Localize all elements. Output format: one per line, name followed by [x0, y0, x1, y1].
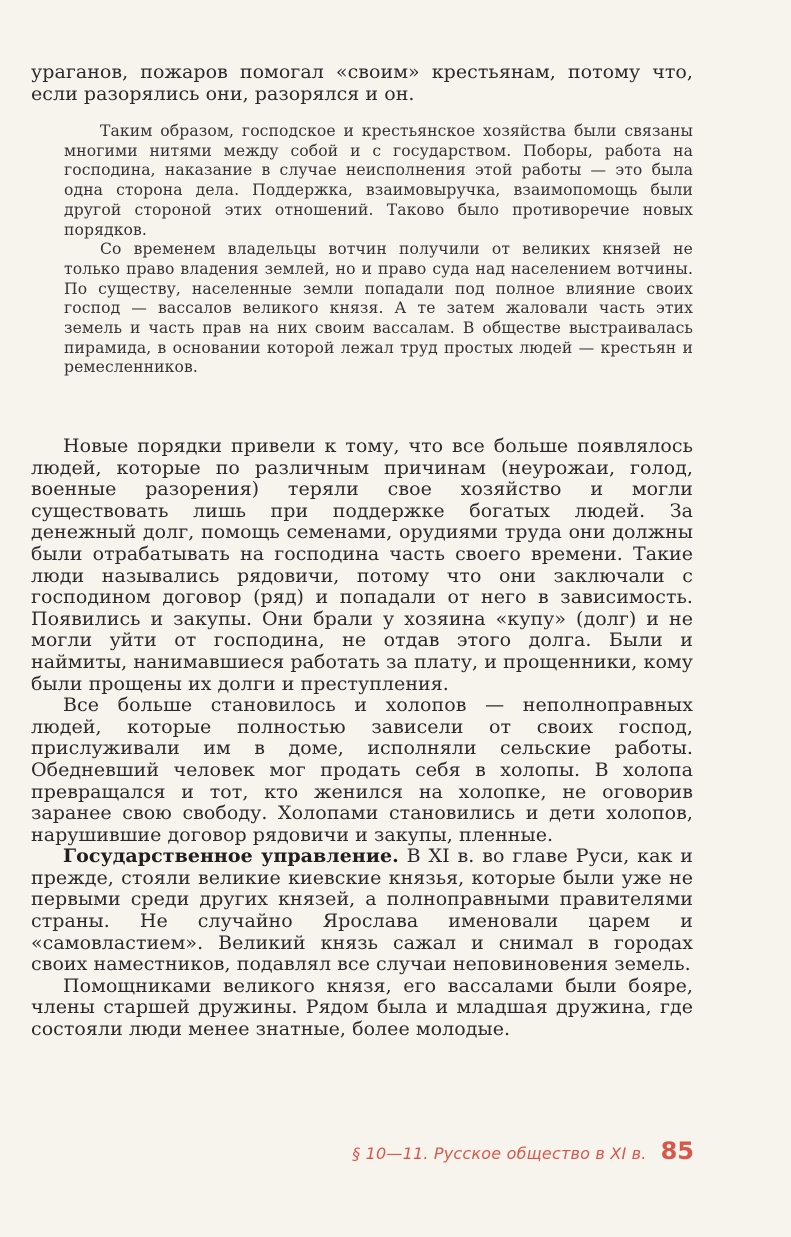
- page-number: 85: [660, 1137, 694, 1165]
- continued-paragraph-block: [31, 62, 693, 105]
- paragraph-new-orders: Новые порядки привели к тому, что все больше появлялось людей, которые по различным причинам (неурожаи, голод, военные разорения) теряли свое хозяйство и могли существовать лишь при поддержке богатых людей. За денежный долг, помощь семенами, орудиями труда они должны были отрабатывать на господина часть своего времени. Такие люди назывались рядовичи, потому что они заключали с господином договор (ряд) и попадали от него в зависимость. Появились и закупы. Они брали у хозяина «купу» (долг) и не могли уйти от господина, не отдав этого долга. Были и наймиты, нанимавшиеся работать за плату, и прощенники, кому были прощены их долги и преступления.: [31, 435, 693, 695]
- paragraph-state-government: [31, 846, 693, 976]
- paragraph-continued: ураганов, пожаров помогал «своим» крестьянам, потому что, если разорялись они, разорялся и он.: [31, 61, 693, 105]
- paragraph-state-government-text: В XI в. во главе Руси, как и прежде, стояли великие киевские князья, которые были уже не первыми среди других князей, а полноправными правителями страны. Не случайно Ярослава именовали царем и «самовластием». Великий князь сажал и снимал в городах своих наместников, подавлял все случаи неповиновения земель.: [31, 845, 693, 976]
- paragraph-serfs: Все больше становилось и холопов — неполноправных людей, которые полностью зависели от своих господ, прислуживали им в доме, исполняли сельские работы. Обедневший человек мог продать себя в холопы. В холопа превращался и тот, кто женился на холопке, не оговорив заранее свою свободу. Холопами становились и дети холопов, нарушившие договор рядовичи и закупы, пленные.: [31, 694, 693, 846]
- page-footer: [292, 1137, 694, 1171]
- supplementary-paragraph-1: Таким образом, господское и крестьянское хозяйства были связаны многими нитями между собой и с государством. Поборы, работа на господина, наказание в случае неисполнения этой работы — это была одна сторона дела. Поддержка, взаимовыручка, взаимопомощь были другой стороной этих отношений. Таково было противоречие новых порядков.: [64, 122, 693, 239]
- section-heading-state-government: Государственное управление.: [63, 845, 399, 868]
- paragraph-boyars: Помощниками великого князя, его вассалами были бояре, члены старшей дружины. Рядом была и младшая дружина, где состояли люди менее знатные, более молодые.: [31, 974, 693, 1041]
- footer-section-title: § 10—11. Русское общество в XI в.: [352, 1144, 647, 1163]
- main-text-block: [31, 436, 693, 1041]
- supplementary-paragraph-2: Со временем владельцы вотчин получили от великих князей не только право владения землей, но и право суда над населением вотчины. По существу, населенные земли попадали под полное влияние своих господ — вассалов великого князя. А те затем жаловали часть этих земель и часть прав на них своим вассалам. В обществе выстраивалась пирамида, в основании которой лежал труд простых людей — крестьян и ремесленников.: [64, 240, 693, 377]
- supplementary-text-block: [64, 122, 693, 378]
